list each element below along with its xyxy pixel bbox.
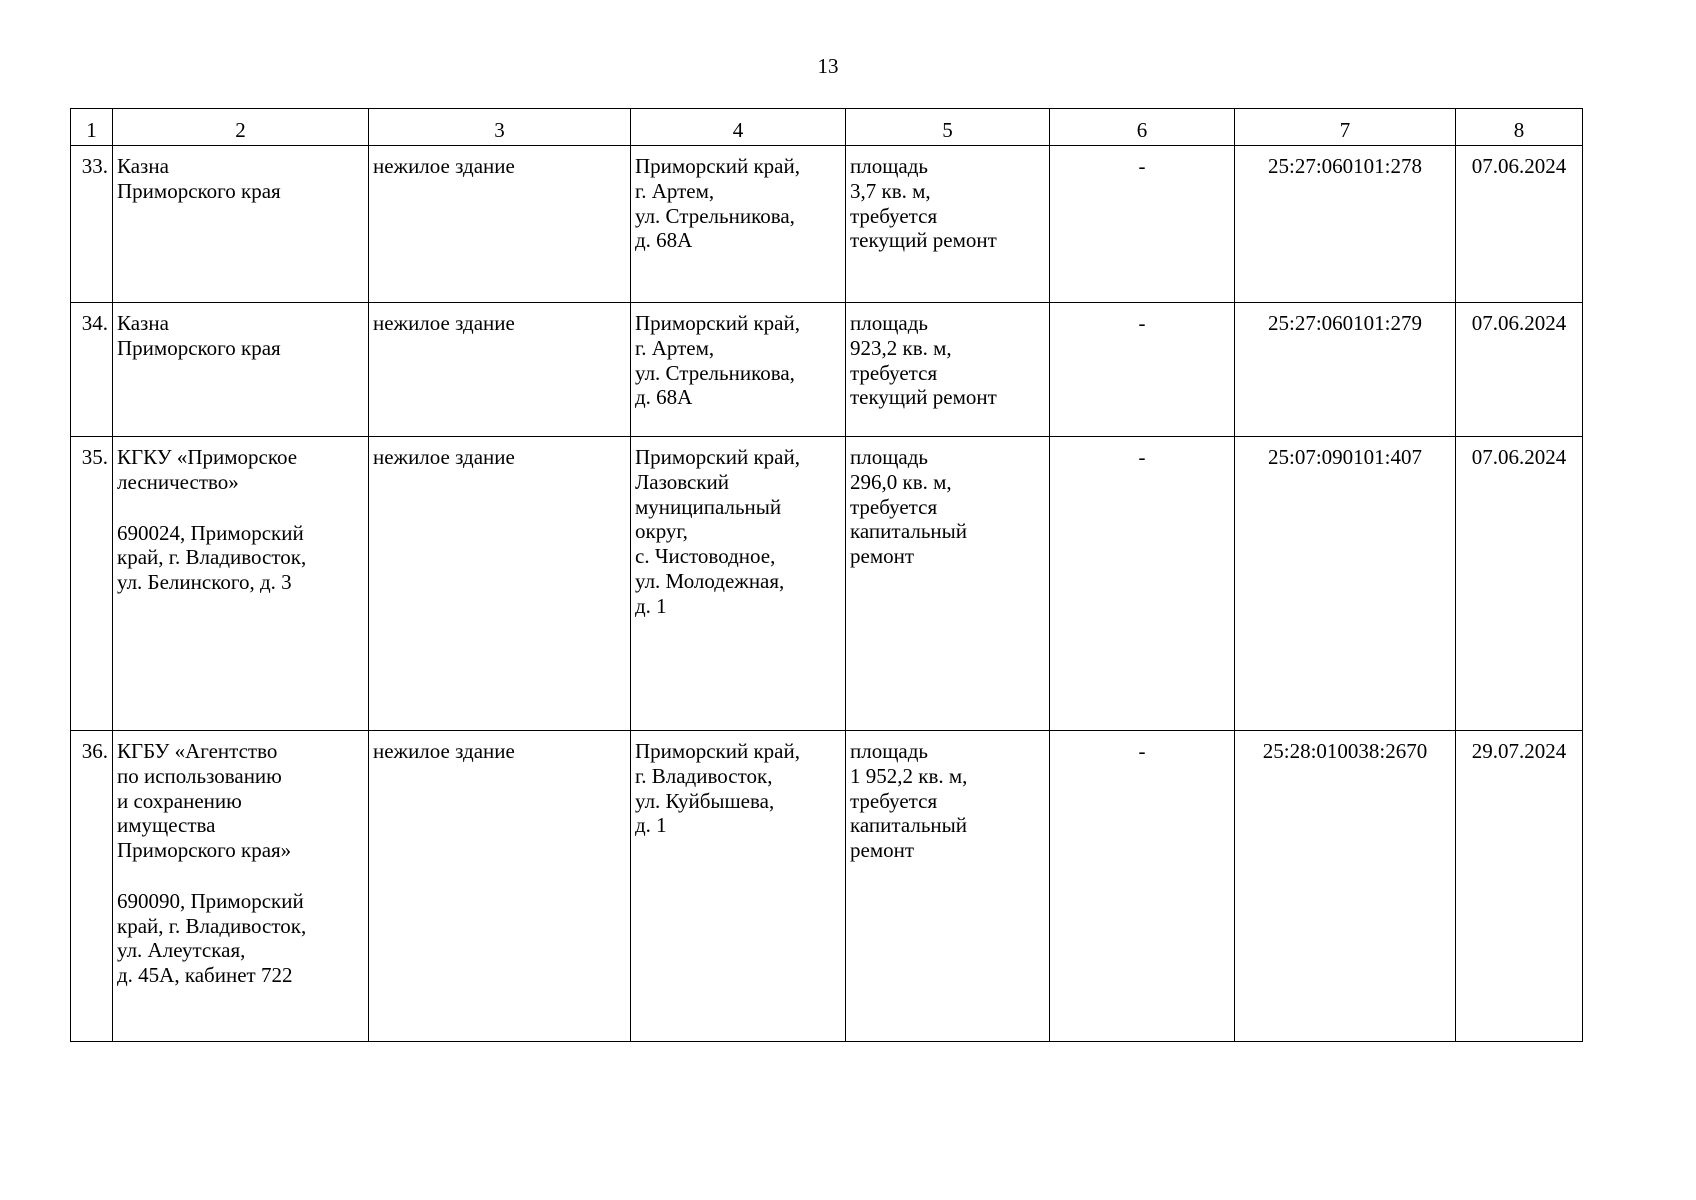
address-line: округ, [635, 519, 688, 544]
header-row [71, 109, 1583, 146]
address-line: г. Артем, [635, 335, 715, 360]
holder-address-line: ул. Белинского, д. 3 [117, 570, 292, 595]
address-line: г. Владивосток, [635, 763, 773, 788]
holder-cell [113, 303, 369, 437]
cadastral-number: 25:27:060101:279 [1235, 303, 1456, 437]
row-number: 33. [71, 146, 113, 303]
address-cell [631, 437, 846, 731]
description-line: требуется [850, 494, 938, 519]
cell-spacer [117, 495, 364, 521]
description-line: требуется [850, 788, 938, 813]
address-line: д. 68А [635, 228, 693, 253]
description-line: 296,0 кв. м, [850, 469, 952, 494]
holder-line: Приморского края [117, 335, 281, 360]
holder-cell [113, 731, 369, 1042]
col6-value: - [1050, 303, 1235, 437]
header-col-3: 3 [369, 109, 631, 146]
description-cell [846, 437, 1050, 731]
holder-line: имущества [117, 813, 216, 838]
header-col-6: 6 [1050, 109, 1235, 146]
header-col-8: 8 [1456, 109, 1583, 146]
holder-address-line: д. 45А, кабинет 722 [117, 963, 293, 988]
header-col-2: 2 [113, 109, 369, 146]
address-cell [631, 731, 846, 1042]
address-line: Лазовский [635, 469, 730, 494]
holder-line: по использованию [117, 763, 282, 788]
address-line: Приморский край, [635, 311, 800, 335]
holder-line: лесничество» [117, 469, 239, 494]
description-line: капитальный [850, 813, 967, 838]
address-line: д. 1 [635, 593, 667, 618]
holder-address-line: край, г. Владивосток, [117, 913, 307, 938]
description-line: 3,7 кв. м, [850, 178, 931, 203]
description-line: ремонт [850, 544, 915, 569]
row-number: 36. [71, 731, 113, 1042]
page-number: 13 [817, 54, 839, 78]
description-cell [846, 731, 1050, 1042]
record-date: 07.06.2024 [1456, 437, 1583, 731]
row-number: 35. [71, 437, 113, 731]
holder-line: Казна [117, 154, 169, 178]
cell-spacer [117, 863, 364, 889]
object-type: нежилое здание [369, 146, 631, 303]
description-line: ремонт [850, 838, 915, 863]
holder-line: Приморского края» [117, 838, 292, 863]
table-row [71, 437, 1583, 731]
address-line: д. 68А [635, 385, 693, 410]
address-line: ул. Куйбышева, [635, 788, 775, 813]
cadastral-number: 25:07:090101:407 [1235, 437, 1456, 731]
holder-address-line: ул. Алеутская, [117, 938, 246, 963]
address-line: Приморский край, [635, 154, 800, 178]
address-cell [631, 146, 846, 303]
record-date: 29.07.2024 [1456, 731, 1583, 1042]
address-line: с. Чистоводное, [635, 544, 776, 569]
header-col-5: 5 [846, 109, 1050, 146]
description-line: капитальный [850, 519, 967, 544]
col6-value: - [1050, 731, 1235, 1042]
description-line: текущий ремонт [850, 385, 997, 410]
holder-line: Казна [117, 311, 169, 335]
row-number: 34. [71, 303, 113, 437]
table-body [71, 146, 1583, 1042]
address-line: д. 1 [635, 813, 667, 838]
address-line: ул. Стрельникова, [635, 360, 795, 385]
description-line: площадь [850, 154, 928, 178]
description-line: требуется [850, 203, 938, 228]
holder-cell [113, 146, 369, 303]
holder-cell [113, 437, 369, 731]
address-line: Приморский край, [635, 739, 800, 763]
holder-line: КГБУ «Агентство [117, 739, 278, 763]
address-cell [631, 303, 846, 437]
object-type: нежилое здание [369, 437, 631, 731]
holder-address-line: 690024, Приморский [117, 520, 304, 545]
header-col-1: 1 [71, 109, 113, 146]
address-line: муниципальный [635, 494, 782, 519]
description-line: площадь [850, 311, 928, 335]
description-cell [846, 303, 1050, 437]
address-line: ул. Молодежная, [635, 568, 785, 593]
table-row [71, 146, 1583, 303]
cadastral-number: 25:27:060101:278 [1235, 146, 1456, 303]
table-row [71, 731, 1583, 1042]
table-row [71, 303, 1583, 437]
address-line: Приморский край, [635, 445, 800, 469]
description-line: текущий ремонт [850, 228, 997, 253]
record-date: 07.06.2024 [1456, 146, 1583, 303]
description-line: площадь [850, 739, 928, 763]
holder-address-line: край, г. Владивосток, [117, 545, 307, 570]
object-type: нежилое здание [369, 303, 631, 437]
holder-line: Приморского края [117, 178, 281, 203]
description-line: площадь [850, 445, 928, 469]
header-col-4: 4 [631, 109, 846, 146]
cadastral-number: 25:28:010038:2670 [1235, 731, 1456, 1042]
holder-line: КГКУ «Приморское [117, 445, 298, 469]
description-line: 923,2 кв. м, [850, 335, 952, 360]
address-line: ул. Стрельникова, [635, 203, 795, 228]
col6-value: - [1050, 146, 1235, 303]
description-line: 1 952,2 кв. м, [850, 763, 968, 788]
header-col-7: 7 [1235, 109, 1456, 146]
col6-value: - [1050, 437, 1235, 731]
address-line: г. Артем, [635, 178, 715, 203]
description-line: требуется [850, 360, 938, 385]
holder-address-line: 690090, Приморский [117, 888, 304, 913]
object-type: нежилое здание [369, 731, 631, 1042]
description-cell [846, 146, 1050, 303]
holder-line: и сохранению [117, 788, 242, 813]
property-registry-table [70, 108, 1583, 1042]
record-date: 07.06.2024 [1456, 303, 1583, 437]
